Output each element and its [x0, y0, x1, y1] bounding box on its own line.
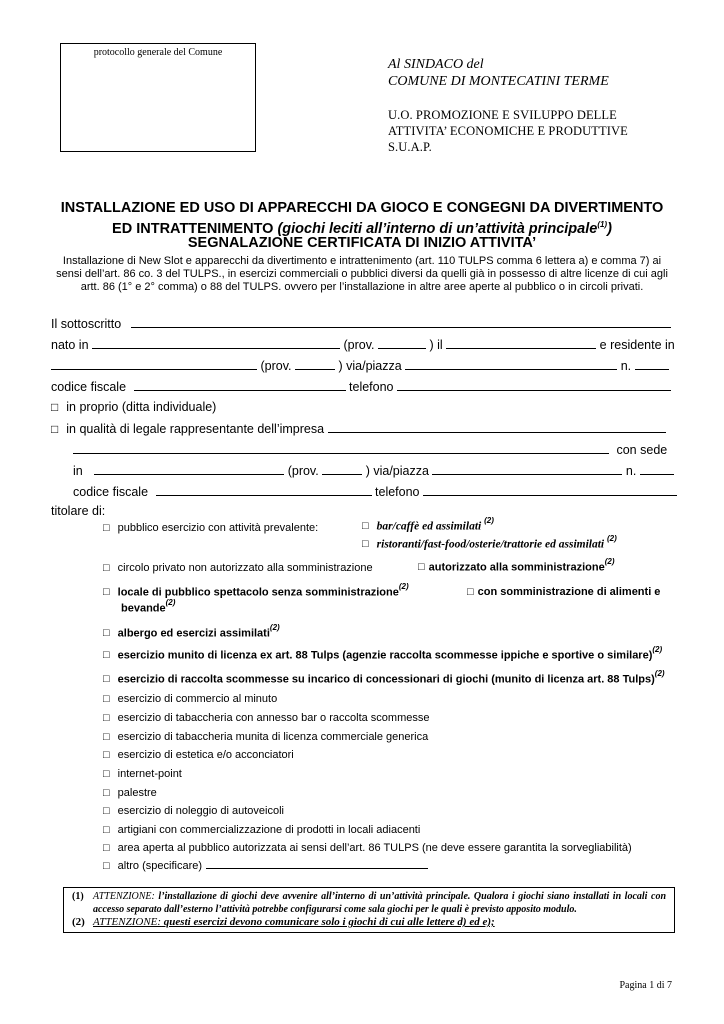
- line-sottoscritto: [51, 316, 671, 331]
- line-con-sede: [73, 442, 667, 457]
- label-in-proprio: in proprio (ditta individuale): [66, 400, 217, 414]
- checkbox-bar[interactable]: □: [362, 520, 369, 533]
- input-telefono[interactable]: [397, 379, 671, 391]
- option-pubblico-esercizio[interactable]: [103, 518, 318, 536]
- option-circolo[interactable]: [103, 558, 373, 576]
- label-palestre: palestre: [117, 787, 157, 799]
- label-prov: (prov.: [343, 338, 375, 352]
- label-codice-fiscale2: codice fiscale: [73, 485, 149, 499]
- option-tabaccheria-bar[interactable]: [103, 708, 429, 726]
- note-2-number: (2): [72, 916, 85, 928]
- label-nato-in: nato in: [51, 338, 89, 352]
- label-prov3: (prov.: [287, 464, 319, 478]
- input-luogo-nascita[interactable]: [92, 337, 340, 349]
- note-1-body: l’installazione di giochi deve avvenire all’interno di un’attività principale. Qualora i giochi siano installati in locali con accesso separato dall’esterno l’attività potrebbe configurarsi come sala giochi per le quali è previsto apposito modulo.: [93, 891, 666, 915]
- label-via: ) via/piazza: [338, 359, 402, 373]
- input-prov-residenza[interactable]: [295, 358, 335, 370]
- title-line2-italic: (giochi leciti all’interno di un’attività principale: [277, 220, 598, 237]
- label-in: in: [73, 464, 83, 478]
- input-numero-civico[interactable]: [635, 358, 669, 370]
- input-sottoscritto[interactable]: [131, 316, 671, 328]
- checkbox-autorizzato[interactable]: □: [418, 561, 425, 574]
- label-internet: internet-point: [117, 768, 182, 780]
- label-con-sede: con sede: [616, 443, 668, 457]
- input-impresa[interactable]: [328, 421, 666, 433]
- checkbox-pubblico-esercizio[interactable]: □: [103, 522, 110, 534]
- albergo-note-ref: (2): [269, 623, 280, 632]
- checkbox-internet[interactable]: □: [103, 768, 110, 780]
- option-bar[interactable]: [362, 516, 494, 534]
- label-telefono: telefono: [349, 380, 394, 394]
- option-altro[interactable]: [103, 856, 428, 874]
- label-legale: in qualità di legale rappresentante dell’impresa: [66, 422, 325, 436]
- checkbox-tabaccheria-licenza[interactable]: □: [103, 731, 110, 743]
- title-line1: INSTALLAZIONE ED USO DI APPARECCHI DA GIOCO E CONGEGNI DA DIVERTIMENTO: [60, 200, 664, 216]
- input-via-sede[interactable]: [432, 463, 622, 475]
- label-artigiani: artigiani con commercializzazione di prodotti in locali adiacenti: [117, 824, 421, 836]
- option-palestre[interactable]: [103, 783, 157, 801]
- label-con-somministrazione: con somministrazione di alimenti e: [477, 586, 661, 598]
- checkbox-noleggio[interactable]: □: [103, 805, 110, 817]
- title-line2-close: ): [607, 220, 612, 237]
- desc-line1: Installazione di New Slot e apparecchi da divertimento e intrattenimento (art. 110 TULPS comma 6 lettera a) e comma 7) ai: [62, 255, 662, 267]
- input-altro[interactable]: [206, 858, 428, 869]
- label-noleggio: esercizio di noleggio di autoveicoli: [117, 805, 284, 817]
- input-comune-residenza[interactable]: [51, 358, 257, 370]
- checkbox-commercio[interactable]: □: [103, 693, 110, 705]
- option-estetica[interactable]: [103, 745, 294, 763]
- label-titolare: titolare di:: [51, 504, 106, 518]
- input-telefono2[interactable]: [423, 484, 677, 496]
- option-area-aperta[interactable]: [103, 838, 632, 856]
- title-line3: SEGNALAZIONE CERTIFICATA DI INIZIO ATTIVITA’: [187, 235, 537, 251]
- option-licenza-88[interactable]: [103, 645, 662, 663]
- label-residente: e residente in: [599, 338, 675, 352]
- note-1-text: [93, 891, 666, 916]
- input-impresa-cont[interactable]: [73, 442, 609, 454]
- office-line2: ATTIVITA’ ECONOMICHE E PRODUTTIVE: [388, 124, 628, 138]
- checkbox-area-aperta[interactable]: □: [103, 842, 110, 854]
- label-commercio: esercizio di commercio al minuto: [117, 693, 278, 705]
- option-con-somministrazione[interactable]: [467, 582, 660, 600]
- line-sede: [73, 463, 674, 478]
- note-1-label: ATTENZIONE:: [93, 891, 155, 902]
- option-legale[interactable]: [51, 421, 666, 436]
- label-pubblico-esercizio: pubblico esercizio con attività prevalente:: [117, 522, 319, 534]
- checkbox-licenza-88[interactable]: □: [103, 649, 110, 662]
- checkbox-altro[interactable]: □: [103, 860, 110, 872]
- label-telefono2: telefono: [375, 485, 420, 499]
- label-licenza-88: esercizio munito di licenza ex art. 88 Tulps (agenzie raccolta scommesse ippiche e sportive o similare): [117, 649, 653, 662]
- line-bevande: [121, 598, 175, 616]
- protocol-label: protocollo generale del Comune: [93, 47, 223, 58]
- checkbox-artigiani[interactable]: □: [103, 824, 110, 836]
- note-2-text: [93, 916, 666, 929]
- checkbox-locale-spettacolo[interactable]: □: [103, 586, 110, 599]
- addressee-line1: Al SINDACO del: [388, 57, 484, 72]
- checkbox-legale[interactable]: □: [51, 422, 59, 436]
- desc-line3: artt. 86 (1° e 2° comma) o 88 del TULPS. ovvero per l’installazione in altre aree aperte al pubblico o in circoli privati.: [80, 281, 644, 293]
- label-sottoscritto: Il sottoscritto: [51, 317, 122, 331]
- label-n: n.: [620, 359, 632, 373]
- title-note-ref: (1): [597, 220, 608, 229]
- note-2: [72, 916, 666, 929]
- checkbox-tabaccheria-bar[interactable]: □: [103, 712, 110, 724]
- input-numero-sede[interactable]: [640, 463, 674, 475]
- label-bevande: bevande: [121, 602, 166, 615]
- input-prov-nascita[interactable]: [378, 337, 426, 349]
- label-ristoranti: ristoranti/fast-food/osterie/trattorie ed assimilati: [376, 538, 607, 551]
- addressee-line2: COMUNE DI MONTECATINI TERME: [388, 74, 609, 89]
- protocol-box: [60, 43, 256, 152]
- option-in-proprio[interactable]: [51, 400, 216, 414]
- label-circolo: circolo privato non autorizzato alla somministrazione: [117, 562, 373, 574]
- label-prov2: (prov.: [260, 359, 292, 373]
- label-estetica: esercizio di estetica e/o acconciatori: [117, 749, 294, 761]
- input-via-residenza[interactable]: [405, 358, 617, 370]
- option-autorizzato[interactable]: [418, 557, 614, 575]
- bar-note-ref: (2): [484, 516, 494, 525]
- label-tabaccheria-bar: esercizio di tabaccheria con annesso bar o raccolta scommesse: [117, 712, 430, 724]
- option-albergo[interactable]: [103, 623, 280, 641]
- notes-box: [63, 887, 675, 933]
- label-altro: altro (specificare): [117, 860, 203, 872]
- title-line2-bold: ED INTRATTENIMENTO: [112, 220, 278, 237]
- office-line3: S.U.A.P.: [388, 140, 432, 154]
- label-tabaccheria-licenza: esercizio di tabaccheria munita di licenza commerciale generica: [117, 731, 429, 743]
- input-comune-sede[interactable]: [94, 463, 284, 475]
- line-nato: [51, 337, 675, 352]
- option-ristoranti[interactable]: [362, 534, 617, 552]
- label-n2: n.: [625, 464, 637, 478]
- input-data-nascita[interactable]: [446, 337, 596, 349]
- desc-line2: sensi dell’art. 86 co. 3 del TULPS., in esercizi commerciali o pubblici diversi da quelli già in possesso di altre licenze di cui agli: [56, 268, 668, 280]
- option-artigiani[interactable]: [103, 820, 420, 838]
- line-codice-fiscale2: [73, 484, 677, 499]
- label-autorizzato: autorizzato alla somministrazione: [428, 561, 605, 574]
- note-1: [72, 891, 666, 916]
- note-2-body: questi esercizi devono comunicare solo i giochi di cui alle lettere d) ed e);: [161, 916, 495, 928]
- label-bar: bar/caffè ed assimilati: [376, 520, 485, 533]
- autorizzato-note-ref: (2): [604, 557, 615, 566]
- input-codice-fiscale2[interactable]: [156, 484, 372, 496]
- checkbox-albergo[interactable]: □: [103, 627, 110, 640]
- bevande-note-ref: (2): [165, 598, 176, 607]
- locale-note-ref: (2): [398, 582, 409, 591]
- checkbox-raccolta-scommesse[interactable]: □: [103, 673, 110, 686]
- line-codice-fiscale: [51, 379, 671, 394]
- line-residenza: [51, 358, 669, 373]
- checkbox-estetica[interactable]: □: [103, 749, 110, 761]
- label-area-aperta: area aperta al pubblico autorizzata ai sensi dell’art. 86 TULPS (ne deve essere garantita la sorvegliabilità): [117, 842, 632, 854]
- ristoranti-note-ref: (2): [607, 534, 617, 543]
- checkbox-circolo[interactable]: □: [103, 562, 110, 574]
- option-internet[interactable]: [103, 764, 182, 782]
- office-line1: U.O. PROMOZIONE E SVILUPPO DELLE: [388, 108, 617, 122]
- input-prov-sede[interactable]: [322, 463, 362, 475]
- note-2-label: ATTENZIONE:: [93, 916, 162, 928]
- raccolta-note-ref: (2): [654, 669, 665, 678]
- checkbox-ristoranti[interactable]: □: [362, 538, 369, 551]
- checkbox-in-proprio[interactable]: □: [51, 400, 59, 414]
- label-raccolta-scommesse: esercizio di raccolta scommesse su incarico di concessionari di giochi (munito di licenza art. 88 Tulps): [117, 673, 655, 686]
- option-commercio[interactable]: [103, 689, 277, 707]
- option-raccolta-scommesse[interactable]: [103, 669, 665, 687]
- label-locale-spettacolo: locale di pubblico spettacolo senza somministrazione: [117, 586, 399, 599]
- checkbox-con-somministrazione[interactable]: □: [467, 586, 474, 598]
- page-number: Pagina 1 di 7: [619, 980, 672, 991]
- label-albergo: albergo ed esercizi assimilati: [117, 627, 270, 640]
- label-il: ) il: [429, 338, 443, 352]
- label-via2: ) via/piazza: [365, 464, 429, 478]
- input-codice-fiscale[interactable]: [134, 379, 346, 391]
- licenza-88-note-ref: (2): [652, 645, 663, 654]
- option-noleggio[interactable]: [103, 801, 284, 819]
- label-codice-fiscale: codice fiscale: [51, 380, 127, 394]
- note-1-number: (1): [72, 891, 84, 902]
- checkbox-palestre[interactable]: □: [103, 787, 110, 799]
- option-tabaccheria-licenza[interactable]: [103, 727, 428, 745]
